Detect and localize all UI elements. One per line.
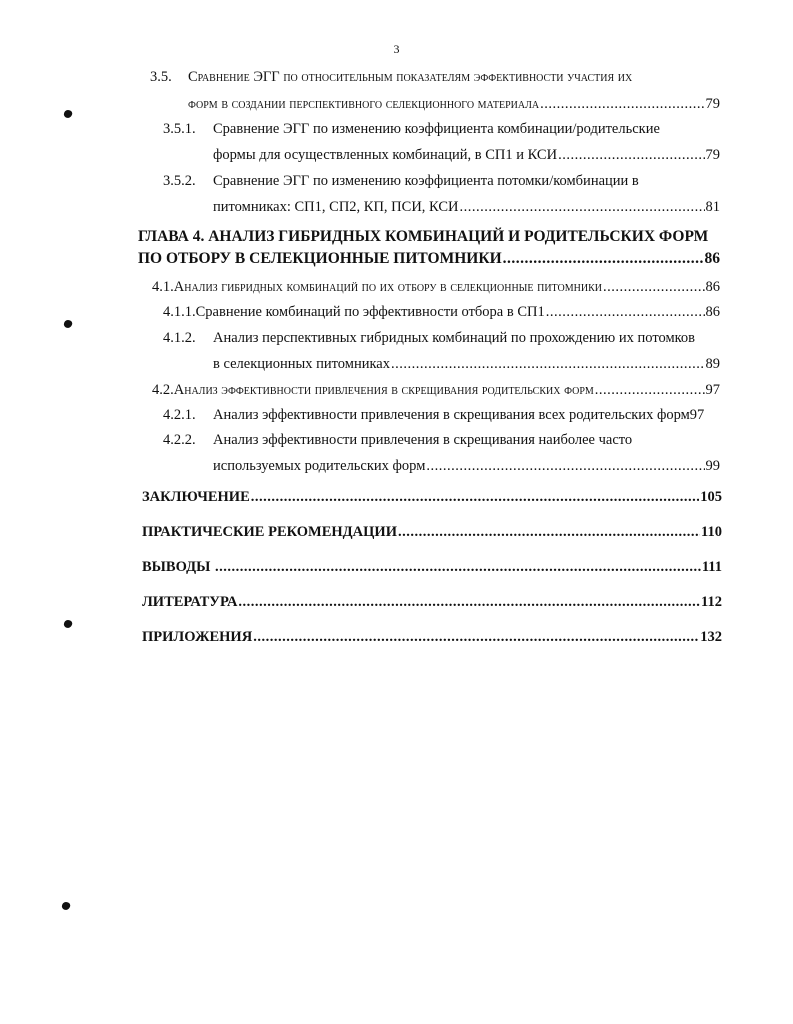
- toc-entry-4-2: [152, 381, 720, 399]
- toc-leader: [391, 355, 705, 373]
- toc-entry-3-5-line2: [188, 95, 720, 113]
- toc-entry-4-2-1: [163, 406, 723, 424]
- toc-title: ПРИЛОЖЕНИЯ: [142, 629, 253, 645]
- toc-number: 4.1.2.: [163, 330, 196, 346]
- toc-title: используемых родительских форм: [213, 458, 426, 474]
- toc-page: 110: [701, 524, 722, 540]
- toc-title: Сравнение комбинаций по эффективности отбора в СП1: [195, 304, 545, 320]
- toc-title: Сравнение ЭГГ по относительным показателям эффективности участия их: [188, 69, 633, 85]
- toc-title: Анализ гибридных комбинаций по их отбору в селекционные питомники: [173, 279, 602, 295]
- toc-title: питомниках: СП1, СП2, КП, ПСИ, КСИ: [213, 199, 459, 215]
- toc-conclusion: [142, 488, 722, 506]
- toc-leader: [546, 303, 705, 321]
- toc-number: 3.5.2.: [163, 173, 196, 189]
- toc-number: 4.1.: [152, 279, 174, 295]
- toc-entry-3-5-2-line1: [163, 172, 723, 190]
- toc-entry-3-5-1-line1: [163, 120, 723, 138]
- toc-number: 3.5.1.: [163, 121, 196, 137]
- toc-number: 3.5.: [150, 69, 172, 85]
- toc-page: 86: [705, 304, 720, 320]
- scan-mark: [61, 901, 71, 911]
- toc-leader: [503, 250, 704, 268]
- toc-leader: [238, 593, 700, 611]
- toc-page: 132: [700, 629, 722, 645]
- toc-page: 81: [705, 199, 720, 215]
- toc-entry-4-2-2-line1: [163, 431, 723, 449]
- toc-leader: [215, 558, 701, 576]
- scan-mark: [63, 319, 73, 329]
- toc-leader: [398, 523, 700, 541]
- toc-entry-3-5-2-line2: [213, 198, 720, 216]
- toc-title: Анализ эффективности привлечения в скрещивания наиболее часто: [213, 432, 633, 448]
- toc-entry-3-5-1-line2: [213, 146, 720, 164]
- toc-title: формы для осуществленных комбинаций, в СП1 и КСИ: [213, 147, 558, 163]
- toc-entry-4-2-2-line2: [213, 457, 720, 475]
- chapter-title: ПО ОТБОРУ В СЕЛЕКЦИОННЫЕ ПИТОМНИКИ: [138, 250, 502, 267]
- toc-leader: [253, 628, 699, 646]
- toc-findings: [142, 558, 722, 576]
- toc-page: 97: [705, 382, 720, 398]
- toc-entry-4-1-2-line1: [163, 329, 733, 347]
- toc-page: 89: [705, 356, 720, 372]
- toc-page: 105: [700, 489, 722, 505]
- toc-appendices: [142, 628, 722, 646]
- toc-title: Анализ эффективности привлечения в скрещивания всех родительских форм: [213, 407, 690, 423]
- toc-page: 79: [705, 147, 720, 163]
- toc-title: форм в создании перспективного селекционного материала: [188, 96, 540, 112]
- toc-number: 4.2.2.: [163, 432, 196, 448]
- toc-page: 111: [701, 559, 722, 575]
- toc-title: в селекционных питомниках: [213, 356, 390, 372]
- toc-entry-4-1: [152, 278, 720, 296]
- toc-title: Сравнение ЭГГ по изменению коэффициента комбинации/родительские: [213, 121, 660, 137]
- toc-title: ЗАКЛЮЧЕНИЕ: [142, 489, 250, 505]
- toc-title: Сравнение ЭГГ по изменению коэффициента потомки/комбинации в: [213, 173, 639, 189]
- toc-number: 4.2.1.: [163, 407, 196, 423]
- toc-leader: [460, 198, 705, 216]
- toc-page: 86: [704, 250, 720, 267]
- toc-leader: [251, 488, 699, 506]
- chapter-title: ГЛАВА 4. АНАЛИЗ ГИБРИДНЫХ КОМБИНАЦИЙ И РОДИТЕЛЬСКИХ ФОРМ: [138, 228, 709, 245]
- toc-literature: [142, 593, 722, 611]
- toc-leader: [426, 457, 704, 475]
- toc-page: 112: [701, 594, 722, 610]
- toc-page: 86: [705, 279, 720, 295]
- toc-entry-3-5-line1: [150, 68, 720, 86]
- toc-leader: [540, 95, 704, 113]
- toc-recommendations: [142, 523, 722, 541]
- toc-title: ПРАКТИЧЕСКИЕ РЕКОМЕНДАЦИИ: [142, 524, 397, 540]
- toc-leader: [603, 278, 705, 296]
- toc-number: 4.1.1.: [163, 304, 196, 320]
- toc-page: 99: [705, 458, 720, 474]
- scan-mark: [63, 109, 73, 119]
- toc-title: ЛИТЕРАТУРА: [142, 594, 238, 610]
- toc-page: 79: [705, 96, 720, 112]
- toc-leader: [558, 146, 704, 164]
- toc-page: 97: [689, 407, 705, 423]
- toc-number: 4.2.: [152, 382, 174, 398]
- page-number: 3: [393, 42, 400, 56]
- toc-title: ВЫВОДЫ: [142, 559, 214, 575]
- toc-chapter-4-line1: [138, 228, 723, 246]
- toc-entry-4-1-2-line2: [213, 355, 720, 373]
- toc-chapter-4-line2: [138, 250, 720, 268]
- toc-title: Анализ перспективных гибридных комбинаций по прохождению их потомков: [213, 330, 696, 346]
- toc-entry-4-1-1: [163, 303, 720, 321]
- toc-title: Анализ эффективности привлечения в скрещивания родительских форм: [173, 382, 594, 398]
- scan-mark: [63, 619, 73, 629]
- toc-leader: [595, 381, 705, 399]
